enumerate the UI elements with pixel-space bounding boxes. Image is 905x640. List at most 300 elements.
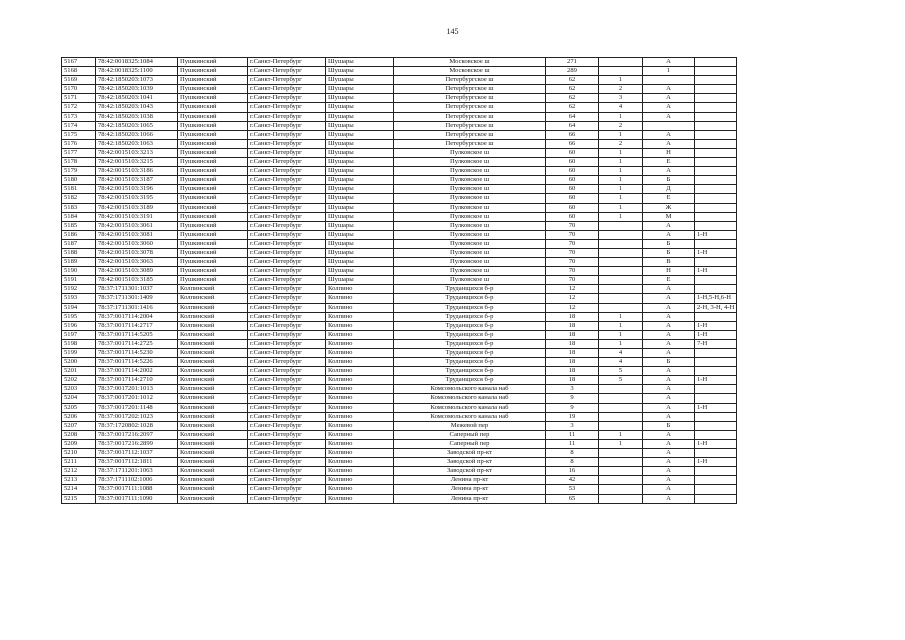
table-cell-locality: Колпино — [326, 303, 394, 312]
table-cell-building: 1 — [599, 430, 643, 439]
table-cell-cadastral: 78:42:1850203:1041 — [96, 94, 178, 103]
table-cell-street: Заводской пр-кт — [394, 467, 546, 476]
table-cell-cadastral: 78:37:0017114:5226 — [96, 358, 178, 367]
table-cell-num: 5172 — [62, 103, 96, 112]
table-cell-city: г.Санкт-Петербург — [248, 458, 326, 467]
table-cell-letter: А — [643, 394, 695, 403]
table-cell-letter: Н — [643, 148, 695, 157]
table-cell-building: 3 — [599, 94, 643, 103]
table-row — [62, 376, 737, 385]
table-cell-letter: А — [643, 312, 695, 321]
table-cell-street: Заводской пр-кт — [394, 449, 546, 458]
table-cell-locality: Колпино — [326, 285, 394, 294]
table-cell-street: Пулковское ш — [394, 194, 546, 203]
table-cell-cadastral: 78:42:1850203:1043 — [96, 103, 178, 112]
table-cell-num: 5202 — [62, 376, 96, 385]
table-cell-street: Пулковское ш — [394, 248, 546, 257]
table-cell-num: 5180 — [62, 176, 96, 185]
table-cell-district: Колпинский — [178, 412, 248, 421]
table-cell-letter: Е — [643, 194, 695, 203]
table-cell-cadastral: 78:37:0017202:1023 — [96, 412, 178, 421]
table-cell-street: Петербургское ш — [394, 139, 546, 148]
table-cell-letter: А — [643, 321, 695, 330]
table-cell-num: 5167 — [62, 58, 96, 67]
table-cell-street: Труданщихся б-р — [394, 330, 546, 339]
table-cell-house: 64 — [546, 121, 599, 130]
register-table — [61, 57, 737, 504]
table-cell-room: 1-Н — [695, 230, 737, 239]
table-cell-room — [695, 212, 737, 221]
table-cell-letter: Б — [643, 176, 695, 185]
table-cell-num: 5169 — [62, 76, 96, 85]
table-cell-room: 1-Н — [695, 376, 737, 385]
table-cell-street: Труданщихся б-р — [394, 339, 546, 348]
table-cell-city: г.Санкт-Петербург — [248, 439, 326, 448]
table-cell-building: 5 — [599, 367, 643, 376]
table-cell-num: 5191 — [62, 276, 96, 285]
table-cell-street: Ленина пр-кт — [394, 476, 546, 485]
table-cell-building: 1 — [599, 148, 643, 157]
table-cell-room — [695, 221, 737, 230]
table-cell-building: 1 — [599, 112, 643, 121]
table-cell-city: г.Санкт-Петербург — [248, 330, 326, 339]
table-cell-district: Пушкинский — [178, 103, 248, 112]
table-cell-room — [695, 394, 737, 403]
table-cell-cadastral: 78:42:0015103:3186 — [96, 167, 178, 176]
table-cell-building — [599, 303, 643, 312]
table-cell-locality: Шушары — [326, 148, 394, 157]
table-cell-city: г.Санкт-Петербург — [248, 139, 326, 148]
table-cell-building: 2 — [599, 139, 643, 148]
table-cell-num: 5195 — [62, 312, 96, 321]
table-cell-room: 1-Н — [695, 321, 737, 330]
table-cell-district: Колпинский — [178, 321, 248, 330]
table-cell-city: г.Санкт-Петербург — [248, 239, 326, 248]
table-cell-street: Труданщихся б-р — [394, 321, 546, 330]
table-cell-letter: А — [643, 430, 695, 439]
table-cell-locality: Колпино — [326, 367, 394, 376]
table-cell-locality: Колпино — [326, 394, 394, 403]
table-cell-house: 3 — [546, 385, 599, 394]
table-cell-house: 62 — [546, 85, 599, 94]
table-cell-house: 60 — [546, 203, 599, 212]
table-cell-room — [695, 94, 737, 103]
table-cell-cadastral: 78:37:1720802:1028 — [96, 421, 178, 430]
table-cell-room — [695, 121, 737, 130]
table-cell-room — [695, 412, 737, 421]
table-cell-city: г.Санкт-Петербург — [248, 494, 326, 503]
table-cell-locality: Шушары — [326, 85, 394, 94]
table-cell-num: 5173 — [62, 112, 96, 121]
table-cell-num: 5209 — [62, 439, 96, 448]
table-cell-district: Пушкинский — [178, 221, 248, 230]
table-cell-street: Московское ш — [394, 67, 546, 76]
table-body — [62, 58, 737, 504]
table-cell-cadastral: 78:42:1850203:1038 — [96, 112, 178, 121]
table-cell-district: Колпинский — [178, 439, 248, 448]
table-cell-city: г.Санкт-Петербург — [248, 412, 326, 421]
table-cell-num: 5184 — [62, 212, 96, 221]
table-cell-building — [599, 485, 643, 494]
table-cell-building: 1 — [599, 212, 643, 221]
table-cell-locality: Шушары — [326, 121, 394, 130]
table-cell-district: Колпинский — [178, 394, 248, 403]
table-cell-building — [599, 276, 643, 285]
table-row — [62, 349, 737, 358]
table-cell-house: 62 — [546, 94, 599, 103]
table-cell-locality: Колпино — [326, 421, 394, 430]
table-cell-building: 5 — [599, 376, 643, 385]
table-row — [62, 130, 737, 139]
table-cell-letter: А — [643, 230, 695, 239]
table-cell-cadastral: 78:37:1711301:1409 — [96, 294, 178, 303]
table-cell-room: 1-Н — [695, 330, 737, 339]
table-cell-num: 5190 — [62, 267, 96, 276]
table-cell-locality: Шушары — [326, 212, 394, 221]
table-row — [62, 158, 737, 167]
table-cell-room — [695, 358, 737, 367]
table-cell-letter: А — [643, 439, 695, 448]
table-cell-locality: Шушары — [326, 94, 394, 103]
table-cell-house: 18 — [546, 312, 599, 321]
table-cell-letter: А — [643, 385, 695, 394]
table-cell-cadastral: 78:42:0015103:3187 — [96, 176, 178, 185]
table-cell-district: Колпинский — [178, 285, 248, 294]
table-cell-house: 60 — [546, 176, 599, 185]
table-row — [62, 367, 737, 376]
table-cell-locality: Шушары — [326, 239, 394, 248]
table-cell-city: г.Санкт-Петербург — [248, 403, 326, 412]
table-cell-city: г.Санкт-Петербург — [248, 194, 326, 203]
table-row — [62, 312, 737, 321]
table-cell-city: г.Санкт-Петербург — [248, 203, 326, 212]
table-cell-cadastral: 78:42:0015103:3081 — [96, 230, 178, 239]
table-cell-room: 1-Н — [695, 458, 737, 467]
table-cell-city: г.Санкт-Петербург — [248, 321, 326, 330]
table-cell-num: 5182 — [62, 194, 96, 203]
table-cell-city: г.Санкт-Петербург — [248, 103, 326, 112]
table-cell-cadastral: 78:42:0015103:3213 — [96, 148, 178, 157]
table-cell-cadastral: 78:37:0017114:2004 — [96, 312, 178, 321]
table-cell-num: 5204 — [62, 394, 96, 403]
table-cell-house: 60 — [546, 212, 599, 221]
table-cell-letter: В — [643, 258, 695, 267]
table-cell-district: Пушкинский — [178, 58, 248, 67]
table-cell-house: 289 — [546, 67, 599, 76]
table-cell-letter: А — [643, 349, 695, 358]
table-cell-district: Колпинский — [178, 458, 248, 467]
table-cell-locality: Колпино — [326, 349, 394, 358]
table-cell-city: г.Санкт-Петербург — [248, 267, 326, 276]
table-cell-street: Саперный пер — [394, 430, 546, 439]
table-cell-locality: Колпино — [326, 458, 394, 467]
table-cell-num: 5186 — [62, 230, 96, 239]
table-cell-district: Пушкинский — [178, 148, 248, 157]
table-cell-street: Труданщихся б-р — [394, 376, 546, 385]
table-cell-street: Пулковское ш — [394, 203, 546, 212]
table-cell-num: 5176 — [62, 139, 96, 148]
table-cell-room: 7-Н — [695, 339, 737, 348]
table-row — [62, 58, 737, 67]
table-cell-room: 1-Н — [695, 267, 737, 276]
table-row — [62, 430, 737, 439]
table-cell-cadastral: 78:37:0017114:5205 — [96, 330, 178, 339]
table-cell-letter: А — [643, 449, 695, 458]
table-cell-building — [599, 412, 643, 421]
table-cell-letter: А — [643, 103, 695, 112]
table-cell-num: 5213 — [62, 476, 96, 485]
table-cell-letter: А — [643, 485, 695, 494]
table-cell-city: г.Санкт-Петербург — [248, 339, 326, 348]
table-row — [62, 67, 737, 76]
table-cell-street: Петербургское ш — [394, 112, 546, 121]
table-cell-building — [599, 467, 643, 476]
table-cell-letter: А — [643, 467, 695, 476]
table-cell-city: г.Санкт-Петербург — [248, 76, 326, 85]
table-cell-house: 70 — [546, 276, 599, 285]
table-cell-house: 18 — [546, 376, 599, 385]
table-cell-cadastral: 78:42:0015103:3089 — [96, 267, 178, 276]
table-row — [62, 112, 737, 121]
table-cell-building — [599, 385, 643, 394]
table-cell-num: 5183 — [62, 203, 96, 212]
table-cell-cadastral: 78:42:1850203:1065 — [96, 121, 178, 130]
table-cell-house: 53 — [546, 485, 599, 494]
table-cell-cadastral: 78:37:1711301:1416 — [96, 303, 178, 312]
table-cell-city: г.Санкт-Петербург — [248, 58, 326, 67]
table-cell-house: 60 — [546, 185, 599, 194]
table-cell-district: Колпинский — [178, 449, 248, 458]
table-cell-room — [695, 276, 737, 285]
table-cell-cadastral: 78:37:0017201:1148 — [96, 403, 178, 412]
table-cell-num: 5178 — [62, 158, 96, 167]
table-cell-num: 5200 — [62, 358, 96, 367]
table-cell-room — [695, 258, 737, 267]
table-row — [62, 467, 737, 476]
table-cell-num: 5170 — [62, 85, 96, 94]
table-cell-letter: Б — [643, 358, 695, 367]
table-cell-building: 1 — [599, 330, 643, 339]
table-cell-city: г.Санкт-Петербург — [248, 130, 326, 139]
table-cell-num: 5197 — [62, 330, 96, 339]
table-cell-house: 70 — [546, 239, 599, 248]
table-cell-street: Пулковское ш — [394, 158, 546, 167]
table-cell-letter: А — [643, 376, 695, 385]
table-cell-letter: А — [643, 94, 695, 103]
table-row — [62, 221, 737, 230]
table-cell-room — [695, 467, 737, 476]
table-cell-letter: 1 — [643, 67, 695, 76]
table-row — [62, 412, 737, 421]
table-cell-building: 4 — [599, 358, 643, 367]
table-cell-num: 5194 — [62, 303, 96, 312]
table-cell-city: г.Санкт-Петербург — [248, 167, 326, 176]
table-cell-letter: А — [643, 494, 695, 503]
table-cell-house: 11 — [546, 430, 599, 439]
table-cell-locality: Шушары — [326, 185, 394, 194]
table-cell-num: 5193 — [62, 294, 96, 303]
table-cell-num: 5215 — [62, 494, 96, 503]
table-cell-street: Заводской пр-кт — [394, 458, 546, 467]
table-cell-cadastral: 78:42:1850203:1073 — [96, 76, 178, 85]
table-cell-room — [695, 176, 737, 185]
table-cell-locality: Шушары — [326, 167, 394, 176]
table-cell-num: 5210 — [62, 449, 96, 458]
table-cell-room — [695, 203, 737, 212]
table-cell-street: Пулковское ш — [394, 176, 546, 185]
table-cell-district: Пушкинский — [178, 276, 248, 285]
table-cell-building — [599, 258, 643, 267]
table-cell-room — [695, 103, 737, 112]
table-cell-city: г.Санкт-Петербург — [248, 221, 326, 230]
table-cell-street: Пулковское ш — [394, 239, 546, 248]
table-cell-locality: Колпино — [326, 485, 394, 494]
table-cell-street: Комсомольского канала наб — [394, 403, 546, 412]
table-cell-house: 8 — [546, 458, 599, 467]
table-cell-house: 18 — [546, 349, 599, 358]
table-cell-letter: А — [643, 458, 695, 467]
table-cell-locality: Шушары — [326, 139, 394, 148]
table-cell-cadastral: 78:37:0017112:1037 — [96, 449, 178, 458]
table-cell-num: 5177 — [62, 148, 96, 157]
table-cell-house: 66 — [546, 139, 599, 148]
table-cell-house: 12 — [546, 303, 599, 312]
table-cell-building — [599, 458, 643, 467]
table-row — [62, 494, 737, 503]
table-cell-district: Пушкинский — [178, 185, 248, 194]
table-cell-locality: Колпино — [326, 385, 394, 394]
table-cell-locality: Шушары — [326, 112, 394, 121]
table-cell-house: 19 — [546, 412, 599, 421]
table-cell-locality: Колпино — [326, 467, 394, 476]
table-cell-district: Пушкинский — [178, 139, 248, 148]
table-cell-building — [599, 248, 643, 257]
table-cell-room — [695, 312, 737, 321]
table-cell-room: 1-Н,5-Н,6-Н — [695, 294, 737, 303]
table-cell-locality: Колпино — [326, 494, 394, 503]
table-cell-room — [695, 285, 737, 294]
table-cell-street: Пулковское ш — [394, 212, 546, 221]
table-cell-room — [695, 430, 737, 439]
table-cell-city: г.Санкт-Петербург — [248, 285, 326, 294]
table-cell-locality: Колпино — [326, 439, 394, 448]
table-cell-district: Колпинский — [178, 367, 248, 376]
table-cell-house: 60 — [546, 158, 599, 167]
table-cell-room — [695, 185, 737, 194]
table-cell-locality: Колпино — [326, 358, 394, 367]
table-cell-house: 18 — [546, 330, 599, 339]
table-cell-num: 5203 — [62, 385, 96, 394]
table-cell-building — [599, 294, 643, 303]
table-cell-city: г.Санкт-Петербург — [248, 394, 326, 403]
table-cell-locality: Шушары — [326, 76, 394, 85]
table-cell-house: 18 — [546, 367, 599, 376]
table-cell-num: 5201 — [62, 367, 96, 376]
table-cell-room — [695, 76, 737, 85]
table-cell-street: Комсомольского канала наб — [394, 412, 546, 421]
table-cell-cadastral: 78:37:0017216:2899 — [96, 439, 178, 448]
table-cell-house: 70 — [546, 258, 599, 267]
table-cell-room: 2-Н, 3-Н, 4-Н — [695, 303, 737, 312]
table-cell-district: Колпинский — [178, 467, 248, 476]
table-cell-locality: Шушары — [326, 158, 394, 167]
table-cell-building: 4 — [599, 349, 643, 358]
table-cell-cadastral: 78:42:0015103:3185 — [96, 276, 178, 285]
table-cell-letter — [643, 76, 695, 85]
table-cell-city: г.Санкт-Петербург — [248, 476, 326, 485]
table-cell-city: г.Санкт-Петербург — [248, 367, 326, 376]
table-cell-city: г.Санкт-Петербург — [248, 376, 326, 385]
table-row — [62, 339, 737, 348]
table-cell-district: Пушкинский — [178, 67, 248, 76]
table-cell-city: г.Санкт-Петербург — [248, 385, 326, 394]
table-cell-num: 5207 — [62, 421, 96, 430]
table-cell-room — [695, 349, 737, 358]
table-cell-room — [695, 85, 737, 94]
table-row — [62, 167, 737, 176]
table-cell-district: Колпинский — [178, 358, 248, 367]
table-cell-locality: Шушары — [326, 194, 394, 203]
table-cell-cadastral: 78:37:0017114:2710 — [96, 376, 178, 385]
table-cell-room — [695, 67, 737, 76]
table-cell-city: г.Санкт-Петербург — [248, 303, 326, 312]
table-cell-num: 5208 — [62, 430, 96, 439]
table-cell-street: Труданщихся б-р — [394, 285, 546, 294]
table-cell-street: Московское ш — [394, 58, 546, 67]
table-cell-cadastral: 78:42:0015103:3078 — [96, 248, 178, 257]
table-cell-street: Комсомольского канала наб — [394, 394, 546, 403]
table-cell-city: г.Санкт-Петербург — [248, 94, 326, 103]
table-cell-house: 60 — [546, 194, 599, 203]
table-cell-locality: Колпино — [326, 330, 394, 339]
table-row — [62, 239, 737, 248]
table-cell-locality: Шушары — [326, 221, 394, 230]
table-cell-letter: А — [643, 221, 695, 230]
table-row — [62, 276, 737, 285]
table-cell-cadastral: 78:37:0017114:2717 — [96, 321, 178, 330]
table-cell-letter: М — [643, 212, 695, 221]
table-cell-locality: Колпино — [326, 476, 394, 485]
table-cell-room — [695, 476, 737, 485]
table-cell-cadastral: 78:37:0017112:1811 — [96, 458, 178, 467]
table-cell-city: г.Санкт-Петербург — [248, 294, 326, 303]
table-cell-room — [695, 194, 737, 203]
table-cell-street: Труданщихся б-р — [394, 303, 546, 312]
table-cell-cadastral: 78:37:0017114:5230 — [96, 349, 178, 358]
table-cell-district: Пушкинский — [178, 239, 248, 248]
table-cell-cadastral: 78:42:0015103:3195 — [96, 194, 178, 203]
table-cell-building — [599, 394, 643, 403]
table-cell-num: 5206 — [62, 412, 96, 421]
table-row — [62, 185, 737, 194]
table-cell-cadastral: 78:37:1711301:1037 — [96, 285, 178, 294]
table-cell-house: 70 — [546, 248, 599, 257]
table-cell-building: 1 — [599, 312, 643, 321]
table-row — [62, 203, 737, 212]
table-row — [62, 330, 737, 339]
table-row — [62, 358, 737, 367]
table-cell-house: 16 — [546, 467, 599, 476]
table-cell-cadastral: 78:42:0018325:1100 — [96, 67, 178, 76]
table-cell-district: Пушкинский — [178, 258, 248, 267]
table-cell-district: Пушкинский — [178, 85, 248, 94]
table-cell-district: Колпинский — [178, 430, 248, 439]
table-cell-cadastral: 78:42:0015103:3196 — [96, 185, 178, 194]
table-cell-letter: А — [643, 412, 695, 421]
table-cell-district: Колпинский — [178, 485, 248, 494]
table-cell-city: г.Санкт-Петербург — [248, 185, 326, 194]
table-cell-num: 5188 — [62, 248, 96, 257]
